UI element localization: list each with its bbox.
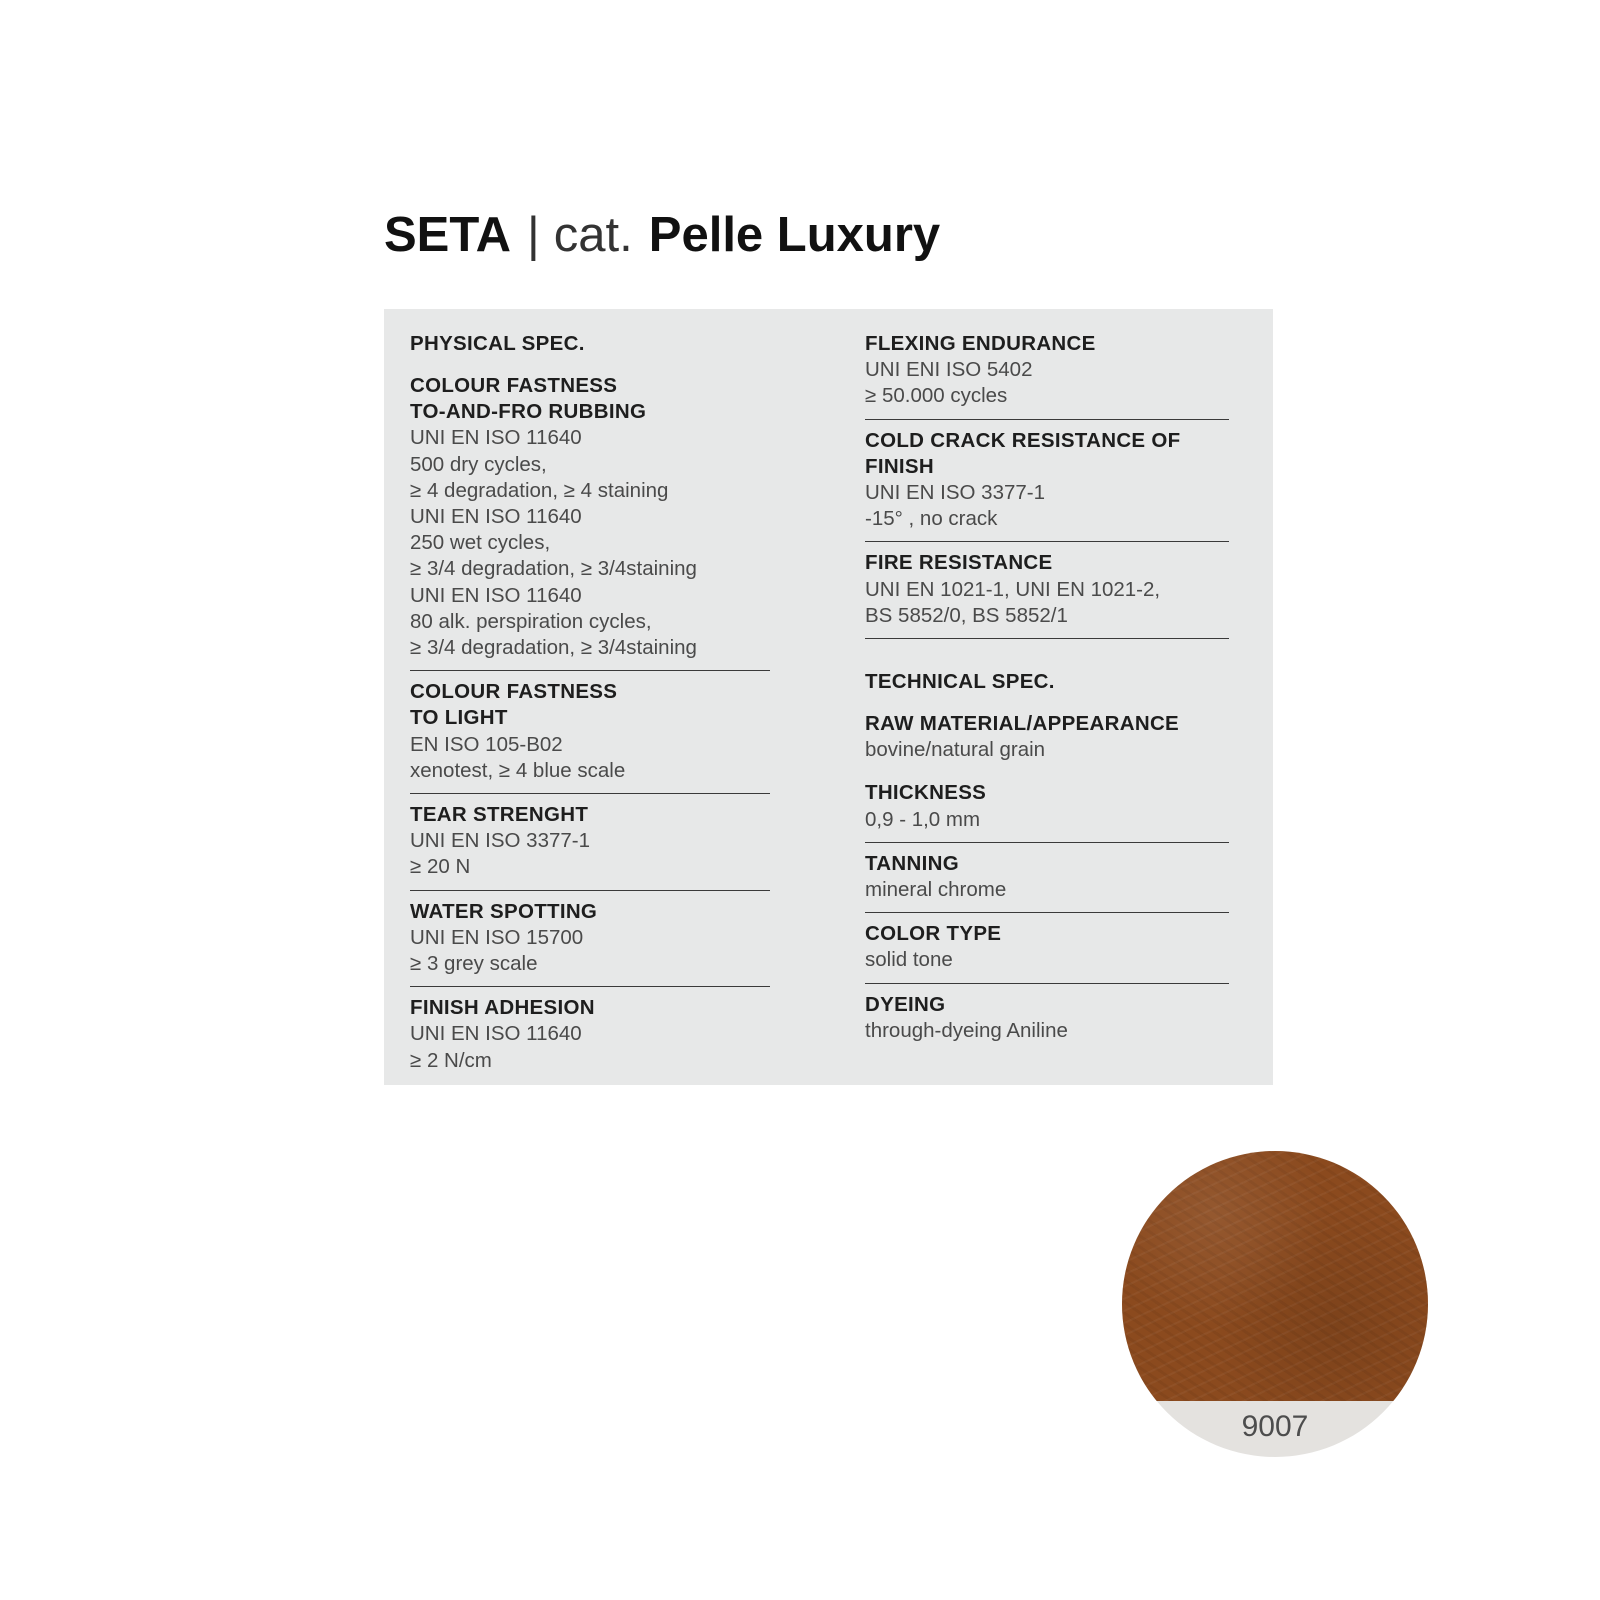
spec-item — [865, 323, 1229, 420]
spec-label: FINISH ADHESION — [410, 996, 595, 1020]
spec-value: ≥ 50.000 cycles — [865, 384, 1008, 408]
swatch-code: 9007 — [1241, 1410, 1309, 1443]
spec-value: bovine/natural grain — [865, 738, 1046, 762]
spec-value: mineral chrome — [865, 878, 1007, 902]
technical-spec-heading: TECHNICAL SPEC. — [865, 670, 1055, 694]
spec-value: 0,9 - 1,0 mm — [865, 807, 981, 831]
color-swatch — [1122, 1151, 1428, 1457]
title-separator: | — [527, 208, 540, 262]
spec-value: -15° , no crack — [865, 507, 998, 531]
spec-label: TO LIGHT — [410, 706, 508, 730]
spec-label: COLD CRACK RESISTANCE OF — [865, 428, 1181, 452]
category-prefix: cat. — [553, 208, 633, 262]
physical-spec-heading: PHYSICAL SPEC. — [410, 332, 585, 355]
spec-label: FLEXING ENDURANCE — [865, 332, 1096, 355]
spec-label: COLOUR FASTNESS — [410, 374, 618, 397]
spec-value: through-dyeing Aniline — [865, 1018, 1068, 1042]
spec-label: TANNING — [865, 851, 959, 875]
spec-label: COLOR TYPE — [865, 922, 1002, 946]
right-column — [865, 331, 1229, 1053]
spec-item — [410, 987, 770, 1083]
spec-item — [410, 891, 770, 988]
spec-item — [865, 913, 1229, 983]
spec-item — [865, 984, 1229, 1053]
spec-value: UNI EN 1021-1, UNI EN 1021-2, — [865, 577, 1161, 601]
spec-label: WATER SPOTTING — [410, 899, 598, 923]
spec-item — [865, 772, 1229, 842]
spec-item — [865, 420, 1229, 543]
spec-value: 250 wet cycles, — [410, 531, 551, 555]
spec-value: UNI EN ISO 11640 — [410, 583, 582, 607]
spec-value: ≥ 3/4 degradation, ≥ 3/4staining — [410, 557, 697, 581]
spec-value: solid tone — [865, 948, 953, 972]
spec-item — [410, 671, 770, 794]
spec-value: UNI EN ISO 11640 — [410, 1022, 582, 1046]
spec-label: TO-AND-FRO RUBBING — [410, 400, 647, 424]
spec-value: EN ISO 105-B02 — [410, 732, 563, 756]
spec-value: UNI EN ISO 11640 — [410, 426, 582, 450]
spec-value: UNI EN ISO 3377-1 — [865, 481, 1046, 505]
spec-value: ≥ 4 degradation, ≥ 4 staining — [410, 478, 669, 502]
spec-value: xenotest, ≥ 4 blue scale — [410, 758, 626, 782]
spec-panel — [384, 309, 1273, 1085]
spec-item — [410, 365, 770, 671]
spec-value: UNI ENI ISO 5402 — [865, 358, 1033, 382]
leather-sample — [1122, 1151, 1428, 1401]
spec-label: COLOUR FASTNESS — [410, 680, 618, 704]
spec-value: ≥ 2 N/cm — [410, 1048, 492, 1072]
spec-item — [410, 794, 770, 891]
spec-label: FIRE RESISTANCE — [865, 551, 1053, 575]
spec-item — [865, 542, 1229, 639]
spec-value: ≥ 3 grey scale — [410, 952, 538, 976]
page-title — [384, 204, 940, 266]
spec-label: FINISH — [865, 454, 934, 478]
spec-label: TEAR STRENGHT — [410, 803, 589, 827]
spec-value: 500 dry cycles, — [410, 452, 547, 476]
spec-value: UNI EN ISO 3377-1 — [410, 829, 591, 853]
spec-item — [865, 703, 1229, 772]
spec-label: RAW MATERIAL/APPEARANCE — [865, 712, 1180, 736]
spec-item — [865, 843, 1229, 913]
spec-value: BS 5852/0, BS 5852/1 — [865, 603, 1068, 627]
product-name: SETA — [384, 208, 512, 262]
category-name: Pelle Luxury — [648, 208, 941, 262]
spec-value: UNI EN ISO 11640 — [410, 505, 582, 529]
spec-value: ≥ 3/4 degradation, ≥ 3/4staining — [410, 636, 697, 660]
spec-label: THICKNESS — [865, 781, 987, 805]
spec-value: ≥ 20 N — [410, 855, 471, 879]
spec-label: DYEING — [865, 992, 946, 1016]
spec-value: 80 alk. perspiration cycles, — [410, 609, 652, 633]
spec-value: UNI EN ISO 15700 — [410, 925, 584, 949]
left-column — [410, 331, 770, 1083]
